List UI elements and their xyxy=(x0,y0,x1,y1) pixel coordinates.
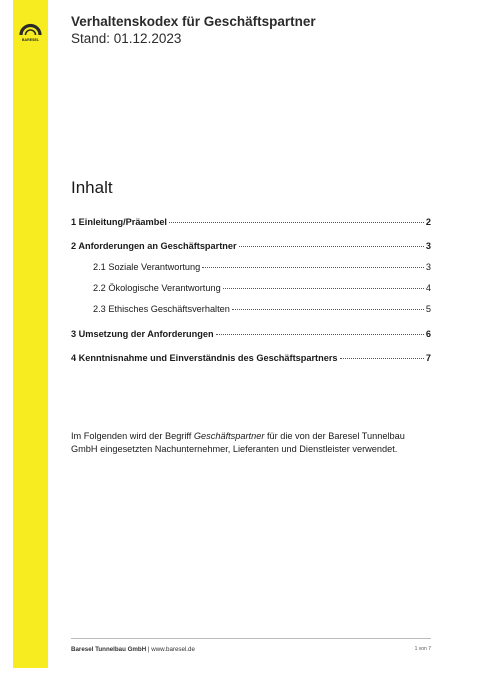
intro-paragraph xyxy=(71,430,431,456)
toc-entry-label: 2.2 Ökologische Verantwortung xyxy=(93,283,221,293)
toc-entry-label: 2.3 Ethisches Geschäftsverhalten xyxy=(93,304,230,314)
toc-entry-page: 5 xyxy=(425,304,431,314)
toc-entry-page: 6 xyxy=(425,329,431,339)
toc-dot-leader xyxy=(216,334,424,335)
toc-dot-leader xyxy=(202,267,424,268)
toc-entry[interactable] xyxy=(93,262,431,273)
document-title: Verhaltenskodex für Geschäftspartner xyxy=(71,14,316,29)
toc-entry-page: 3 xyxy=(425,241,431,251)
footer-company-info xyxy=(71,646,195,653)
intro-text-after: für die von der Baresel Tunnelbau GmbH eingesetzten Nachunternehmer, Lieferanten und Dienstleister verwendet. xyxy=(71,431,405,454)
toc-entry-label: 3 Umsetzung der Anforderungen xyxy=(71,329,214,339)
toc-entry-label: 4 Kenntnisnahme und Einverständnis des Geschäftspartners xyxy=(71,353,338,363)
toc-entry[interactable] xyxy=(71,241,431,252)
toc-entry[interactable] xyxy=(71,217,431,228)
toc-entry-label: 2.1 Soziale Verantwortung xyxy=(93,262,201,272)
toc-dot-leader xyxy=(340,358,424,359)
toc-entry[interactable] xyxy=(71,329,431,340)
footer-website-link[interactable]: www.baresel.de xyxy=(151,646,195,653)
footer-divider xyxy=(71,638,431,639)
toc-entry[interactable] xyxy=(71,353,431,364)
footer-separator: | xyxy=(146,646,152,653)
toc-entry[interactable] xyxy=(93,283,431,294)
logo-text: BARESEL xyxy=(21,38,40,42)
toc-entry-label: 2 Anforderungen an Geschäftspartner xyxy=(71,241,237,251)
toc-heading: Inhalt xyxy=(71,178,113,197)
toc-dot-leader xyxy=(169,222,424,223)
document-date: Stand: 01.12.2023 xyxy=(71,31,182,46)
toc-dot-leader xyxy=(232,309,424,310)
toc-entry-page: 7 xyxy=(425,353,431,363)
baresel-logo-icon xyxy=(17,18,44,45)
yellow-sidebar xyxy=(13,0,48,668)
toc-entry-label: 1 Einleitung/Präambel xyxy=(71,217,167,227)
toc-entry-page: 4 xyxy=(425,283,431,293)
toc-entry-page: 3 xyxy=(425,262,431,272)
footer-company: Baresel Tunnelbau GmbH xyxy=(71,646,147,653)
intro-term: Geschäftspartner xyxy=(193,431,265,441)
toc-dot-leader xyxy=(239,246,424,247)
intro-text-before: Im Folgenden wird der Begriff xyxy=(71,431,194,441)
toc-entry-page: 2 xyxy=(425,217,431,227)
footer-page-number: 1 von 7 xyxy=(414,646,431,652)
toc-dot-leader xyxy=(223,288,424,289)
toc-entry[interactable] xyxy=(93,304,431,315)
